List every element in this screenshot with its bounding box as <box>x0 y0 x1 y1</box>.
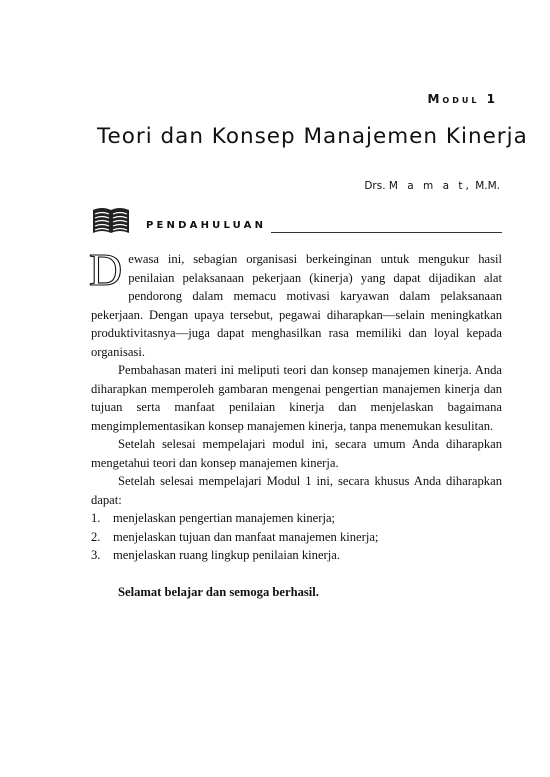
author-name: M a m a t, <box>388 180 472 192</box>
section-header <box>91 206 502 236</box>
list-text: menjelaskan pengertian manajemen kinerja; <box>113 511 336 525</box>
list-text: menjelaskan ruang lingkup penilaian kinerja. <box>113 548 340 562</box>
author-suffix: M.M. <box>475 180 500 192</box>
paragraph-intro <box>89 244 502 361</box>
section-rule <box>271 232 502 233</box>
author-line <box>364 180 500 192</box>
paragraph-4: Setelah selesai mempelajari Modul 1 ini, secara khusus Anda diharapkan dapat: <box>91 474 502 507</box>
list-number: 3. <box>91 548 101 562</box>
closing-note: Selamat belajar dan semoga berhasil. <box>118 584 319 599</box>
objectives-list <box>91 509 502 565</box>
module-label: Modul 1 <box>427 92 498 106</box>
section-label: PENDAHULUAN <box>146 220 267 231</box>
page-title: Teori dan Konsep Manajemen Kinerja <box>97 124 528 149</box>
book-icon <box>91 206 131 236</box>
list-item <box>91 528 502 547</box>
list-item <box>91 509 502 528</box>
list-item <box>91 546 502 565</box>
list-number: 2. <box>91 529 101 544</box>
paragraph-2: Pembahasan materi ini meliputi teori dan konsep manajemen kinerja. Anda diharapkan memperoleh gambaran mengenai pengertian manajemen kinerja dan tujuan serta manfaat penilaian kinerja dan menjelaskan bagaimana mengimplementasikan konsep manajemen kinerja, tanpa menemukan kesulitan. <box>91 363 502 433</box>
author-prefix: Drs. <box>364 180 386 192</box>
list-number: 1. <box>91 511 101 525</box>
paragraph-3: Setelah selesai mempelajari modul ini, secara umum Anda diharapkan mengetahui teori dan konsep manajemen kinerja. <box>91 437 502 470</box>
paragraph-intro-text: ewasa ini, sebagian organisasi berkeinginan untuk mengukur hasil penilaian pelaksanaan pekerjaan (kinerja) yang dapat dijadikan alat pendorong dalam memacu motivasi karyawan dalam pelaksanaan pekerjaan. Dengan upaya tersebut, pegawai diharapkan—selain meningkatkan produktivitasnya—juga dapat menghasilkan rasa memiliki dan loyal kepada organisasi. <box>91 252 502 359</box>
drop-cap: D <box>89 244 123 295</box>
list-text: menjelaskan tujuan dan manfaat manajemen kinerja; <box>113 529 379 544</box>
body-text <box>89 244 502 601</box>
